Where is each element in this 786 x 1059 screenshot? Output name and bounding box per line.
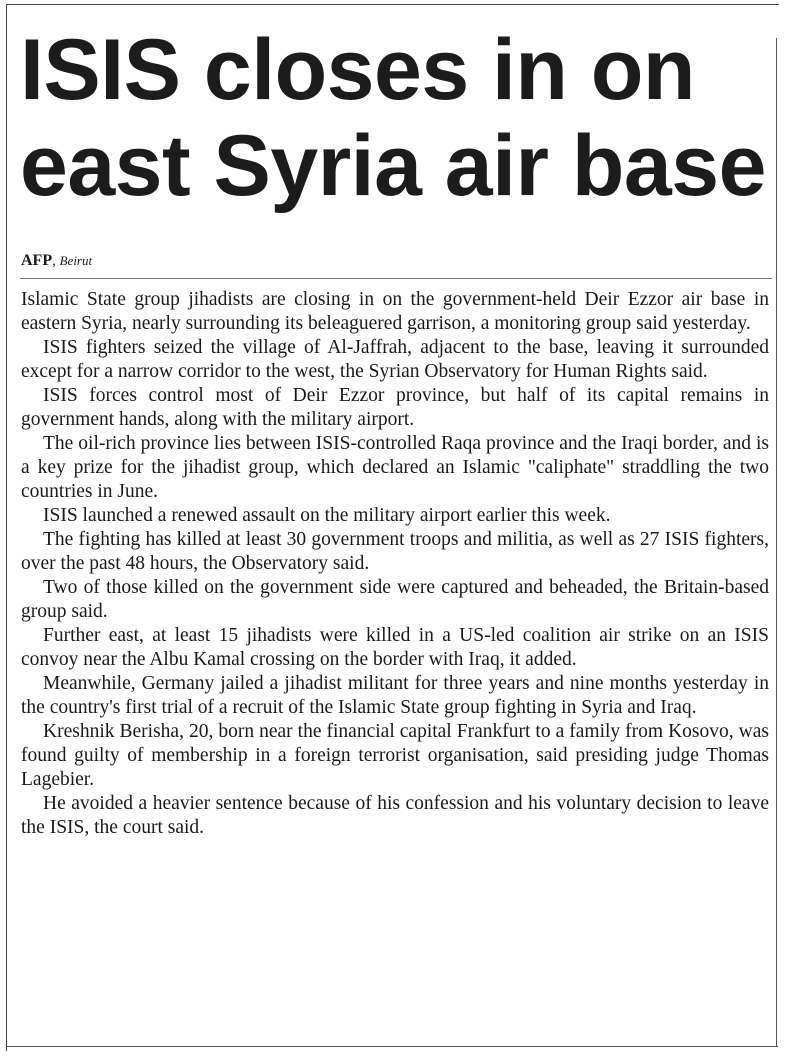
byline-separator: , [52,253,56,269]
bottom-rule [6,1046,778,1047]
article-body [21,288,769,840]
byline [21,252,92,270]
article-paragraph: Two of those killed on the government side were captured and beheaded, the Britain-based group said. [21,577,769,622]
article-paragraph: Islamic State group jihadists are closing in on the government-held Deir Ezzor air base in eastern Syria, nearly surrounding its beleaguered garrison, a monitoring group said yesterday. [21,289,769,334]
article-paragraph: He avoided a heavier sentence because of his confession and his voluntary decision to leave the ISIS, the court said. [21,793,769,838]
article-paragraph: ISIS launched a renewed assault on the military airport earlier this week. [43,505,611,526]
article-paragraph: The oil-rich province lies between ISIS-controlled Raqa province and the Iraqi border, and is a key prize for the jihadist group, which declared an Islamic "caliphate" straddling the two countries in June. [21,433,769,502]
article-paragraph: The fighting has killed at least 30 government troops and militia, as well as 27 ISIS fighters, over the past 48 hours, the Observatory said. [21,529,769,574]
article-paragraph: Meanwhile, Germany jailed a jihadist militant for three years and nine months yesterday in the country's first trial of a recruit of the Islamic State group fighting in Syria and Iraq. [21,673,769,718]
article-paragraph: Kreshnik Berisha, 20, born near the financial capital Frankfurt to a family from Kosovo, was found guilty of membership in a foreign terrorist organisation, said presiding judge Thomas Lagebier. [21,721,769,790]
article-headline: ISIS closes in on east Syria air base [20,22,766,214]
article-paragraph: ISIS forces control most of Deir Ezzor province, but half of its capital remains in government hands, along with the military airport. [21,385,769,430]
byline-divider [20,278,772,279]
article-paragraph: ISIS fighters seized the village of Al-Jaffrah, adjacent to the base, leaving it surrounded except for a narrow corridor to the west, the Syrian Observatory for Human Rights said. [21,337,769,382]
byline-agency: AFP [21,252,53,269]
article-paragraph: Further east, at least 15 jihadists were killed in a US-led coalition air strike on an ISIS convoy near the Albu Kamal crossing on the border with Iraq, it added. [21,625,769,670]
byline-place: Beirut [59,253,93,268]
column-rule [776,38,777,1046]
